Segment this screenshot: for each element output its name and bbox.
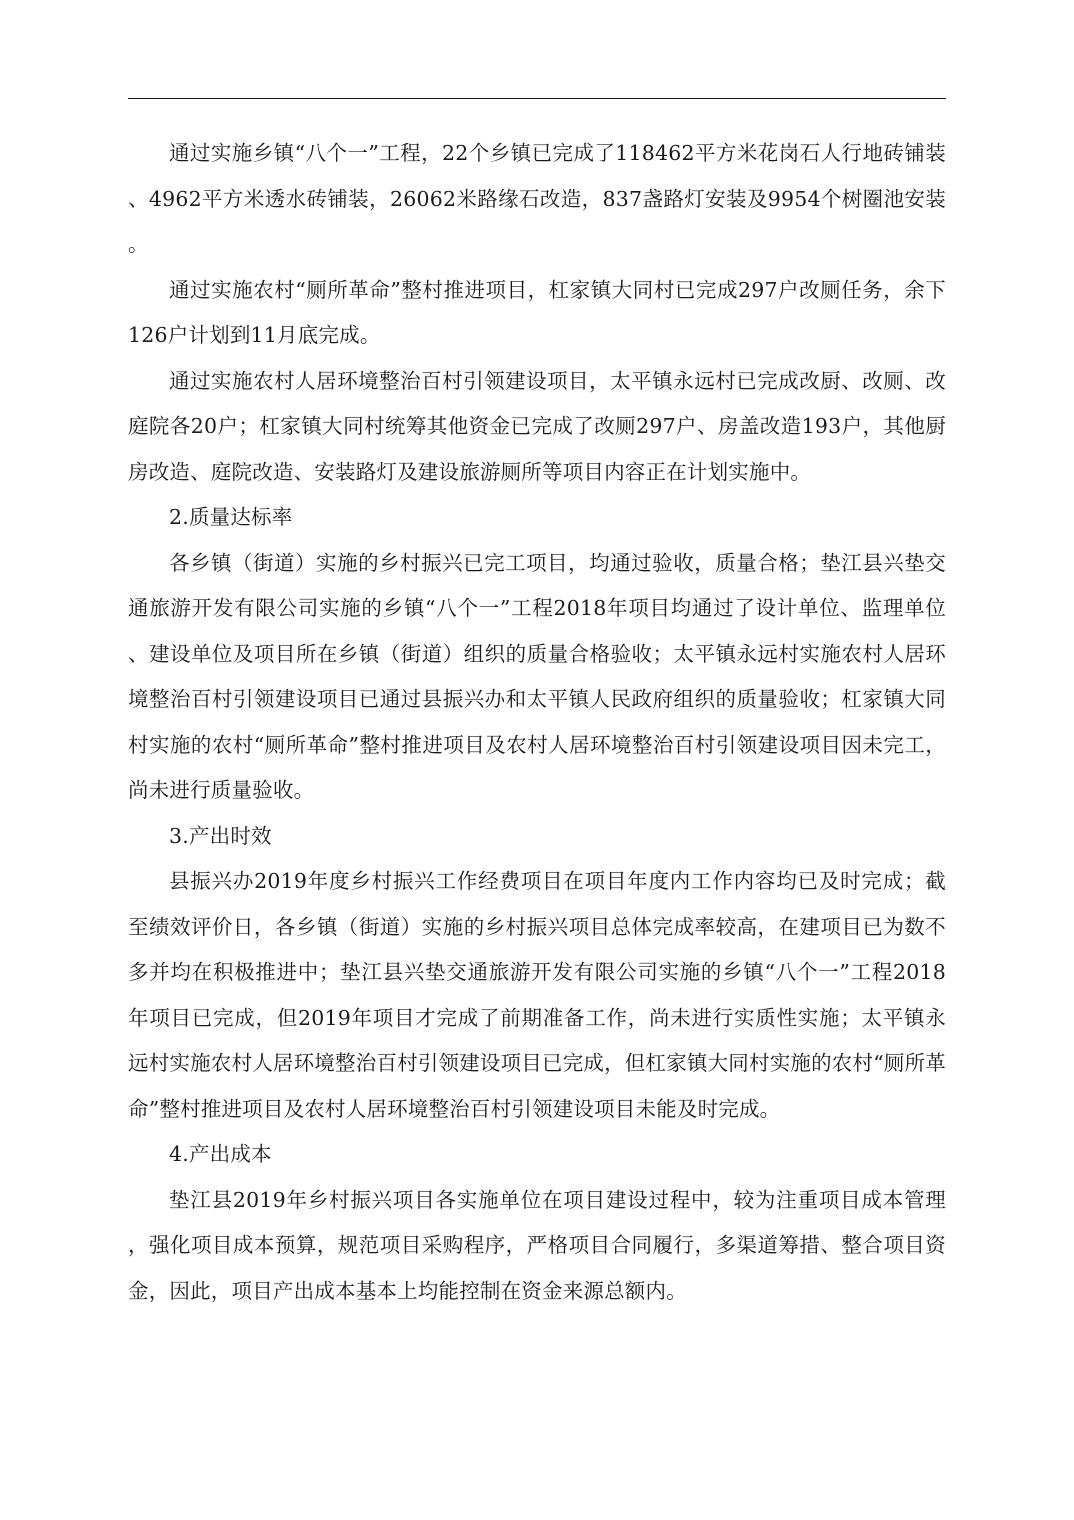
paragraph-quality: 各乡镇（街道）实施的乡村振兴已完工项目，均通过验收，质量合格；垫江县兴垫交通旅游开发有限公司实施的乡镇“八个一”工程2018年项目均通过了设计单位、监理单位、建设单位及项目所在乡镇（街道）组织的质量合格验收；太平镇永远村实施农村人居环境整治百村引领建设项目已通过县振兴办和太平镇人民政府组织的质量验收；杠家镇大同村实施的农村“厕所革命”整村推进项目及农村人居环境整治百村引领建设项目因未完工，尚未进行质量验收。	[128, 550, 946, 802]
paragraph-cost: 垫江县2019年乡村振兴项目各实施单位在项目建设过程中，较为注重项目成本管理，强化项目成本预算，规范项目采购程序，严格项目合同履行，多渠道筹措、整合项目资金，因此，项目产出成本基本上均能控制在资金来源总额内。	[128, 1187, 946, 1303]
paragraph-toilet-revolution: 通过实施农村“厕所革命”整村推进项目，杠家镇大同村已完成297户改厕任务，余下126户计划到11月底完成。	[128, 277, 946, 347]
paragraph-timeliness: 县振兴办2019年度乡村振兴工作经费项目在项目年度内工作内容均已及时完成；截至绩效评价日，各乡镇（街道）实施的乡村振兴项目总体完成率较高，在建项目已为数不多并均在积极推进中；垫江县兴垫交通旅游开发有限公司实施的乡镇“八个一”工程2018年项目已完成，但2019年项目才完成了前期准备工作，尚未进行实质性实施；太平镇永远村实施农村人居环境整治百村引领建设项目已完成，但杠家镇大同村实施的农村“厕所革命”整村推进项目及农村人居环境整治百村引领建设项目未能及时完成。	[128, 869, 946, 1121]
paragraph-toilets-paving: 通过实施乡镇“八个一”工程，22个乡镇已完成了118462平方米花岗石人行地砖铺装、4962平方米透水砖铺装，26062米路缘石改造，837盏路灯安装及9954个树圈池安装。	[128, 141, 946, 256]
header-rule	[128, 98, 946, 99]
document-body	[128, 131, 946, 1314]
section-heading-cost: 4.产出成本	[169, 1142, 272, 1166]
section-heading-timeliness: 3.产出时效	[169, 823, 272, 848]
section-heading-quality: 2.质量达标率	[169, 505, 293, 529]
paragraph-living-environment: 通过实施农村人居环境整治百村引领建设项目，太平镇永远村已完成改厨、改厕、改庭院各20户；杠家镇大同村统筹其他资金已完成了改厕297户、房盖改造193户，其他厨房改造、庭院改造、安装路灯及建设旅游厕所等项目内容正在计划实施中。	[128, 368, 946, 484]
